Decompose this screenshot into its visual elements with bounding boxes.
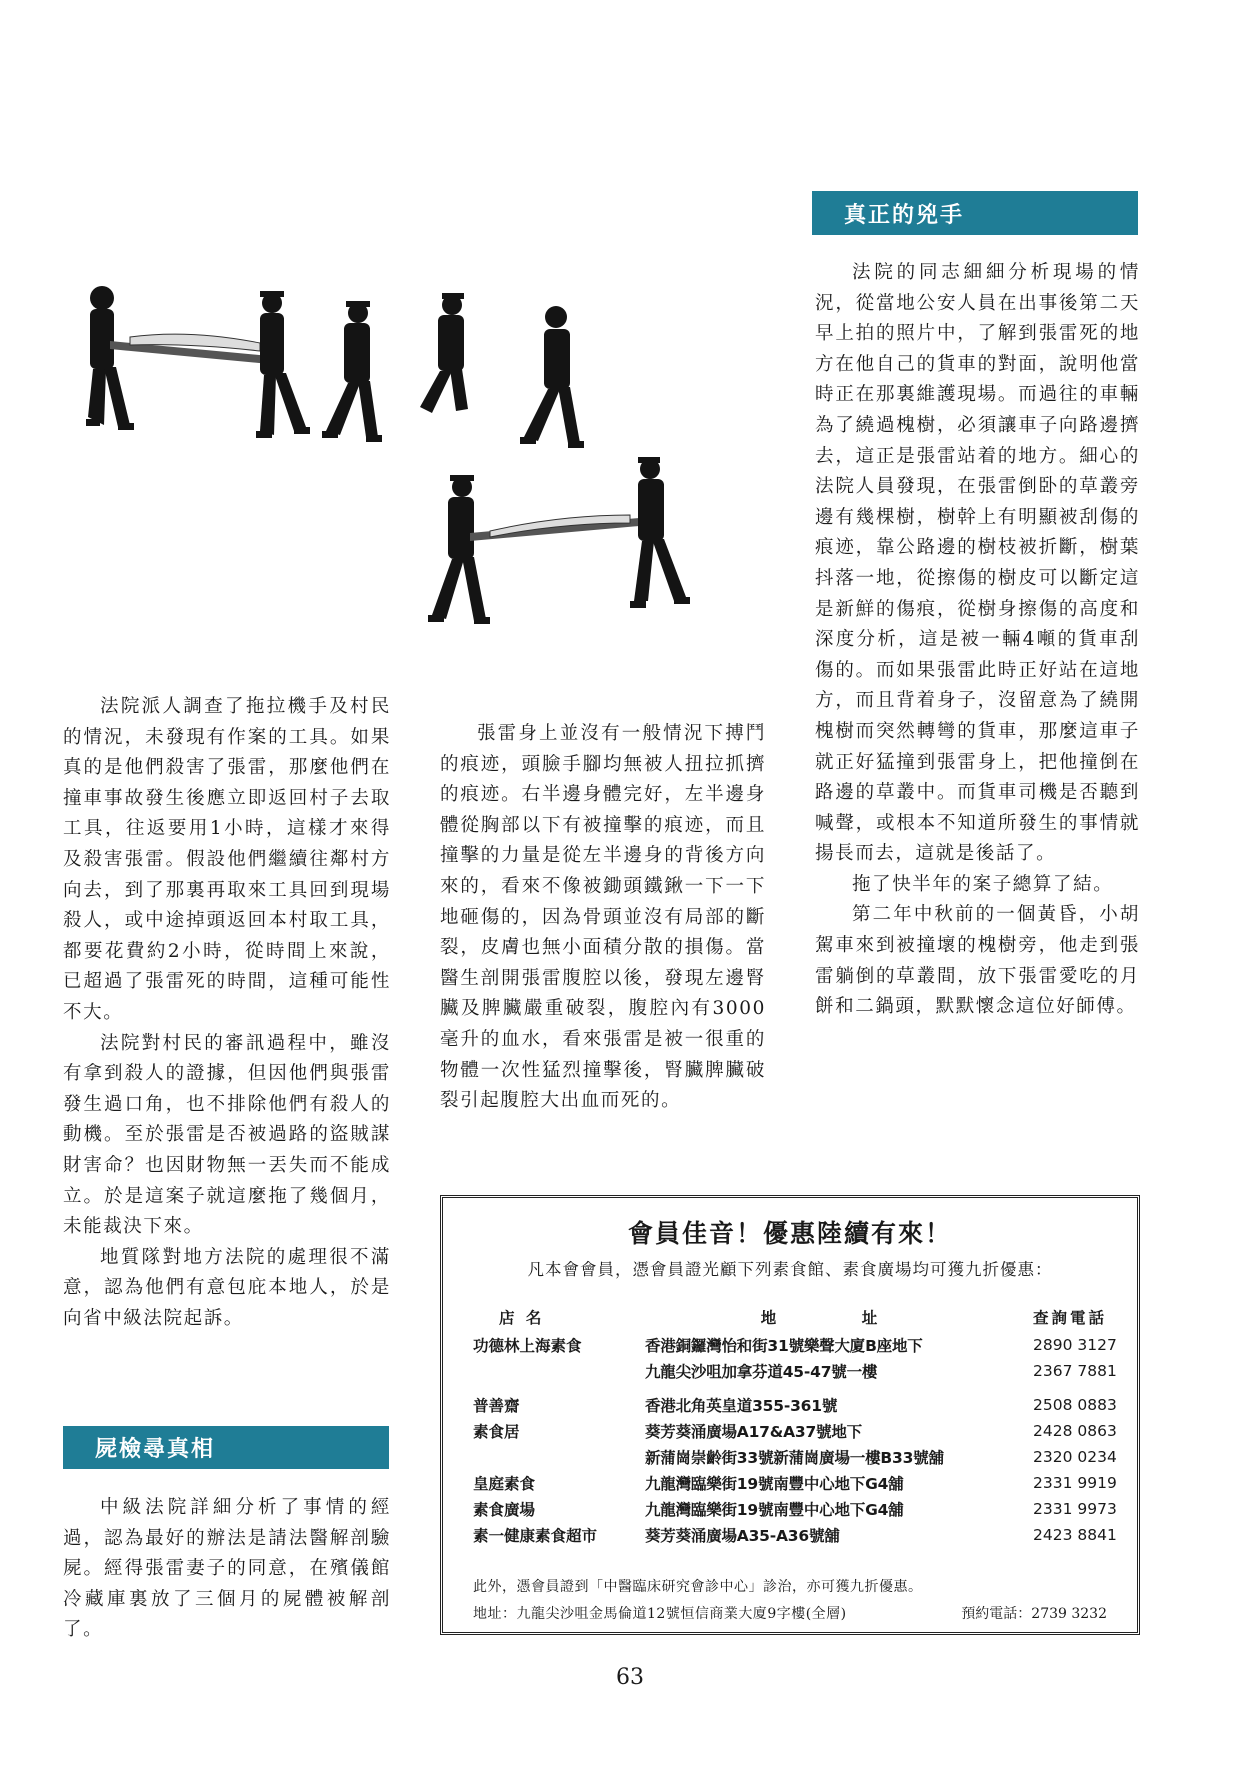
- stretcher-bearers-icon: [60, 285, 760, 640]
- table-row: [473, 1522, 1118, 1548]
- paragraph: 法院對村民的審訊過程中，雖沒有拿到殺人的證據，但因他們與張雷發生過口角，也不排除他們有殺人的動機。至於張雷是否被過路的盜賊謀財害命？也因財物無一丟失而不能成立。於是這案子就這麼拖了幾個月，未能裁決下來。: [63, 1032, 391, 1238]
- restaurant-rows: [473, 1332, 1118, 1548]
- restaurant-name: 皇庭素食: [473, 1475, 536, 1493]
- restaurant-address: 九龍灣臨樂街19號南豐中心地下G4舖: [645, 1501, 904, 1519]
- table-row: [473, 1358, 1118, 1384]
- restaurant-address: 香港銅鑼灣怡和街31號樂聲大廈B座地下: [645, 1337, 923, 1355]
- booking-phone: 預約電話：2739 3232: [961, 1606, 1107, 1622]
- restaurant-phone: 2331 9973: [1033, 1500, 1117, 1518]
- member-offer-box: [440, 1195, 1140, 1635]
- paragraph: 拖了快半年的案子總算了結。: [852, 873, 1114, 895]
- paragraph: 法院派人調查了拖拉機手及村民的情況，未發現有作案的工具。如果真的是他們殺害了張雷，那麼他們在撞車事故發生後應立即返回村子去取工具，往返要用1小時，這樣才來得及殺害張雷。假設他們繼續往鄰村方向去，到了那裏再取來工具回到現場殺人，或中途掉頭返回本村取工具，都要花費約2小時，從時間上來說，已超過了張雷死的時間，這種可能性不大。: [63, 696, 391, 1023]
- restaurant-phone: 2320 0234: [1033, 1448, 1117, 1466]
- table-row: [473, 1470, 1118, 1496]
- restaurant-phone: 2423 8841: [1033, 1526, 1117, 1544]
- offer-subtitle: 凡本會會員，憑會員證光顧下列素食館、素食廣場均可獲九折優惠：: [527, 1260, 1053, 1279]
- page-number: 63: [616, 1665, 644, 1690]
- table-row: [473, 1496, 1118, 1522]
- restaurant-name: 素食廣場: [473, 1501, 536, 1519]
- restaurant-name: [473, 1444, 645, 1470]
- table-row: [473, 1332, 1118, 1358]
- restaurant-phone: 2331 9919: [1033, 1474, 1117, 1492]
- restaurant-address: 九龍尖沙咀加拿芬道45-47號一樓: [645, 1363, 878, 1381]
- offer-title: 會員佳音！優惠陸續有來！: [627, 1219, 952, 1248]
- restaurant-phone: 2890 3127: [1033, 1336, 1117, 1354]
- table-row: [473, 1418, 1118, 1444]
- restaurant-name: 素食居: [473, 1423, 520, 1441]
- header-address: 地 址: [760, 1309, 918, 1327]
- restaurant-name: 普善齋: [473, 1397, 520, 1415]
- restaurant-address: 葵芳葵涌廣場A17&A37號地下: [645, 1423, 862, 1441]
- section-heading-autopsy: [63, 1426, 389, 1469]
- section-heading-killer: [812, 191, 1138, 235]
- restaurant-name: 素一健康素食超市: [473, 1527, 598, 1545]
- right-column: [815, 258, 1140, 1023]
- restaurant-phone: 2367 7881: [1033, 1362, 1117, 1380]
- restaurant-name: 功德林上海素食: [473, 1337, 582, 1355]
- table-header-row: [473, 1306, 1118, 1332]
- left-column: [63, 692, 391, 1334]
- paragraph: 第二年中秋前的一個黃昏，小胡駕車來到被撞壞的槐樹旁，他走到張雷躺倒的草叢間，放下張雷愛吃的月餅和二鍋頭，默默懷念這位好師傅。: [815, 904, 1140, 1018]
- section-heading-killer-text: 真正的兇手: [844, 202, 965, 228]
- restaurant-name: [473, 1358, 645, 1384]
- table-row: [473, 1384, 1118, 1418]
- restaurant-table: [473, 1306, 1118, 1548]
- restaurant-address: 香港北角英皇道355-361號: [645, 1397, 838, 1415]
- paragraph: 張雷身上並沒有一般情況下搏鬥的痕迹，頭臉手腳均無被人扭拉抓擠的痕迹。右半邊身體完好，左半邊身體從胸部以下有被撞擊的痕迹，而且撞擊的力量是從左半邊身的背後方向來的，看來不像被鋤頭鐵鍬一下一下地砸傷的，因為骨頭並沒有局部的斷裂，皮膚也無小面積分散的損傷。當醫生剖開張雷腹腔以後，發現左邊腎臟及脾臟嚴重破裂，腹腔內有3000毫升的血水，看來張雷是被一很重的物體一次性猛烈撞擊後，腎臟脾臟破裂引起腹腔大出血而死的。: [440, 723, 766, 1112]
- middle-column: [440, 719, 766, 1117]
- restaurant-address: 新蒲崗崇齡街33號新蒲崗廣場一樓B33號舖: [645, 1449, 944, 1467]
- header-phone: 查詢電話: [1033, 1309, 1108, 1327]
- paragraph: 地質隊對地方法院的處理很不滿意，認為他們有意包庇本地人，於是向省中級法院起訴。: [63, 1246, 391, 1329]
- paragraph: 法院的同志細細分析現場的情況，從當地公安人員在出事後第二天早上拍的照片中，了解到張雷死的地方在他自己的貨車的對面，說明他當時正在那裏維護現場。而過往的車輛為了繞過槐樹，必須讓車子向路邊擠去，這正是張雷站着的地方。細心的法院人員發現，在張雷倒卧的草叢旁邊有幾棵樹，樹幹上有明顯被刮傷的痕迹，靠公路邊的樹枝被折斷，樹葉抖落一地，從擦傷的樹皮可以斷定這是新鮮的傷痕，從樹身擦傷的高度和深度分析，這是被一輛4噸的貨車刮傷的。而如果張雷此時正好站在這地方，而且背着身子，沒留意為了繞開槐樹而突然轉彎的貨車，那麼這車子就正好猛撞到張雷身上，把他撞倒在路邊的草叢中。而貨車司機是否聽到喊聲，或根本不知道所發生的事情就揚長而去，這就是後話了。: [815, 262, 1140, 865]
- clinic-note: 此外，憑會員證到「中醫臨床研究會診中心」診治，亦可獲九折優惠。: [473, 1579, 923, 1595]
- restaurant-address: 九龍灣臨樂街19號南豐中心地下G4舖: [645, 1475, 904, 1493]
- restaurant-phone: 2428 0863: [1033, 1422, 1117, 1440]
- left-column-lower: [63, 1493, 391, 1646]
- header-name: 店 名: [499, 1309, 545, 1327]
- section-heading-autopsy-text: 屍檢尋真相: [95, 1437, 216, 1462]
- paragraph: 中級法院詳細分析了事情的經過，認為最好的辦法是請法醫解剖驗屍。經得張雷妻子的同意，在殯儀館冷藏庫裏放了三個月的屍體被解剖了。: [63, 1497, 391, 1641]
- clinic-address: 地址：九龍尖沙咀金馬倫道12號恒信商業大廈9字樓(全層): [473, 1606, 847, 1622]
- table-row: [473, 1444, 1118, 1470]
- restaurant-address: 葵芳葵涌廣場A35-A36號舖: [645, 1527, 840, 1545]
- restaurant-phone: 2508 0883: [1033, 1396, 1117, 1414]
